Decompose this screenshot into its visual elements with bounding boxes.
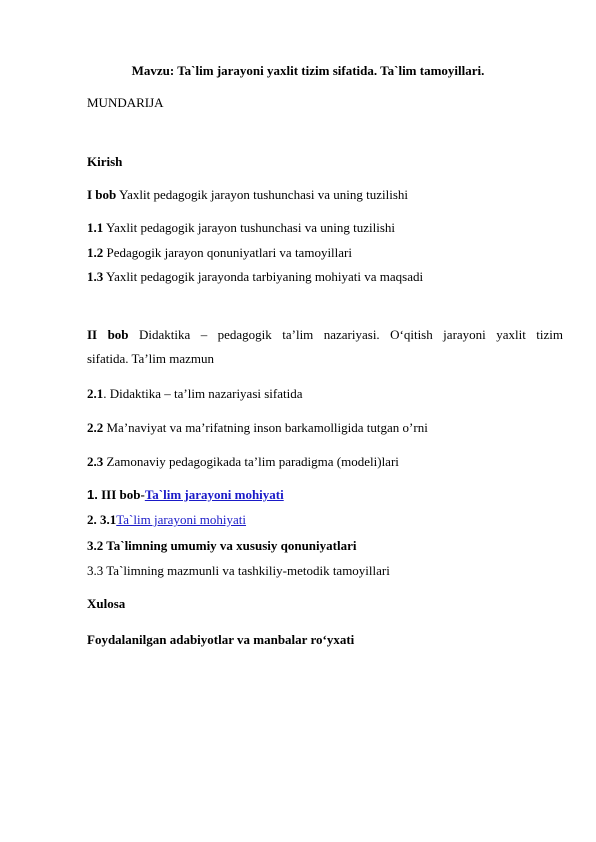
toc-intro-label: Kirish bbox=[87, 154, 123, 169]
chapter-2-title-line-1: Didaktika – pedagogik ta’lim nazariyasi. O‘qitish jarayoni yaxlit tizim bbox=[128, 327, 563, 342]
chapter-1-title: Yaxlit pedagogik jarayon tushunchasi va uning tuzilishi bbox=[116, 187, 409, 202]
section-2-2-number: 2.2 bbox=[87, 420, 104, 435]
toc-chapter-2-line-1 bbox=[87, 327, 563, 343]
toc-section-1-1 bbox=[87, 220, 395, 236]
section-1-1-title: Yaxlit pedagogik jarayon tushunchasi va uning tuzilishi bbox=[103, 220, 395, 235]
chapter-3-label: III bob- bbox=[97, 487, 145, 502]
section-2-3-title: Zamonaviy pedagogikada ta’lim paradigma (modeli)lari bbox=[103, 454, 399, 469]
references-label: Foydalanilgan adabiyotlar va manbalar ro‘yxati bbox=[87, 632, 355, 647]
section-2-3-number: 2.3 bbox=[87, 454, 104, 469]
toc-section-2-1 bbox=[87, 386, 303, 402]
toc-chapter-3 bbox=[87, 487, 284, 503]
chapter-1-number: I bob bbox=[87, 187, 117, 202]
toc-section-1-3 bbox=[87, 269, 423, 285]
section-2-2-title: Ma’naviyat va ma’rifatning inson barkamolligida tutgan o’rni bbox=[103, 420, 428, 435]
document-title: Mavzu: Ta`lim jarayoni yaxlit tizim sifatida. Ta`lim tamoyillari. bbox=[131, 63, 485, 78]
section-3-1-number: 2. 3.1 bbox=[87, 512, 117, 527]
toc-intro bbox=[87, 154, 122, 170]
toc-chapter-2-line-2: sifatida. Ta’lim mazmun bbox=[87, 351, 215, 366]
section-3-1-link[interactable]: Ta`lim jarayoni mohiyati bbox=[116, 512, 247, 527]
section-1-1-number: 1.1 bbox=[87, 220, 104, 235]
section-1-3-number: 1.3 bbox=[87, 269, 104, 284]
toc-section-3-1 bbox=[87, 512, 246, 528]
section-3-2-title: 3.2 Ta`limning umumiy va xususiy qonuniyatlari bbox=[87, 538, 357, 553]
toc-section-2-3 bbox=[87, 454, 399, 470]
section-1-2-title: Pedagogik jarayon qonuniyatlari va tamoyillari bbox=[103, 245, 352, 260]
toc-references bbox=[87, 632, 354, 648]
chapter-2-number: II bob bbox=[87, 327, 129, 342]
section-1-2-number: 1.2 bbox=[87, 245, 104, 260]
chapter-3-link[interactable]: Ta`lim jarayoni mohiyati bbox=[144, 487, 284, 502]
section-2-1-title: . Didaktika – ta’lim nazariyasi sifatida bbox=[103, 386, 303, 401]
chapter-3-list-number: 1. bbox=[87, 487, 98, 502]
toc-section-1-2 bbox=[87, 245, 352, 261]
section-1-3-title: Yaxlit pedagogik jarayonda tarbiyaning mohiyati va maqsadi bbox=[103, 269, 424, 284]
toc-section-2-2 bbox=[87, 420, 428, 436]
toc-section-3-2 bbox=[87, 538, 356, 554]
toc-section-3-3: 3.3 Ta`limning mazmunli va tashkiliy-metodik tamoyillari bbox=[87, 563, 390, 578]
section-2-1-number: 2.1 bbox=[87, 386, 104, 401]
toc-heading: MUNDARIJA bbox=[87, 95, 164, 110]
toc-conclusion bbox=[87, 596, 125, 612]
conclusion-label: Xulosa bbox=[87, 596, 126, 611]
toc-chapter-1 bbox=[87, 187, 408, 203]
